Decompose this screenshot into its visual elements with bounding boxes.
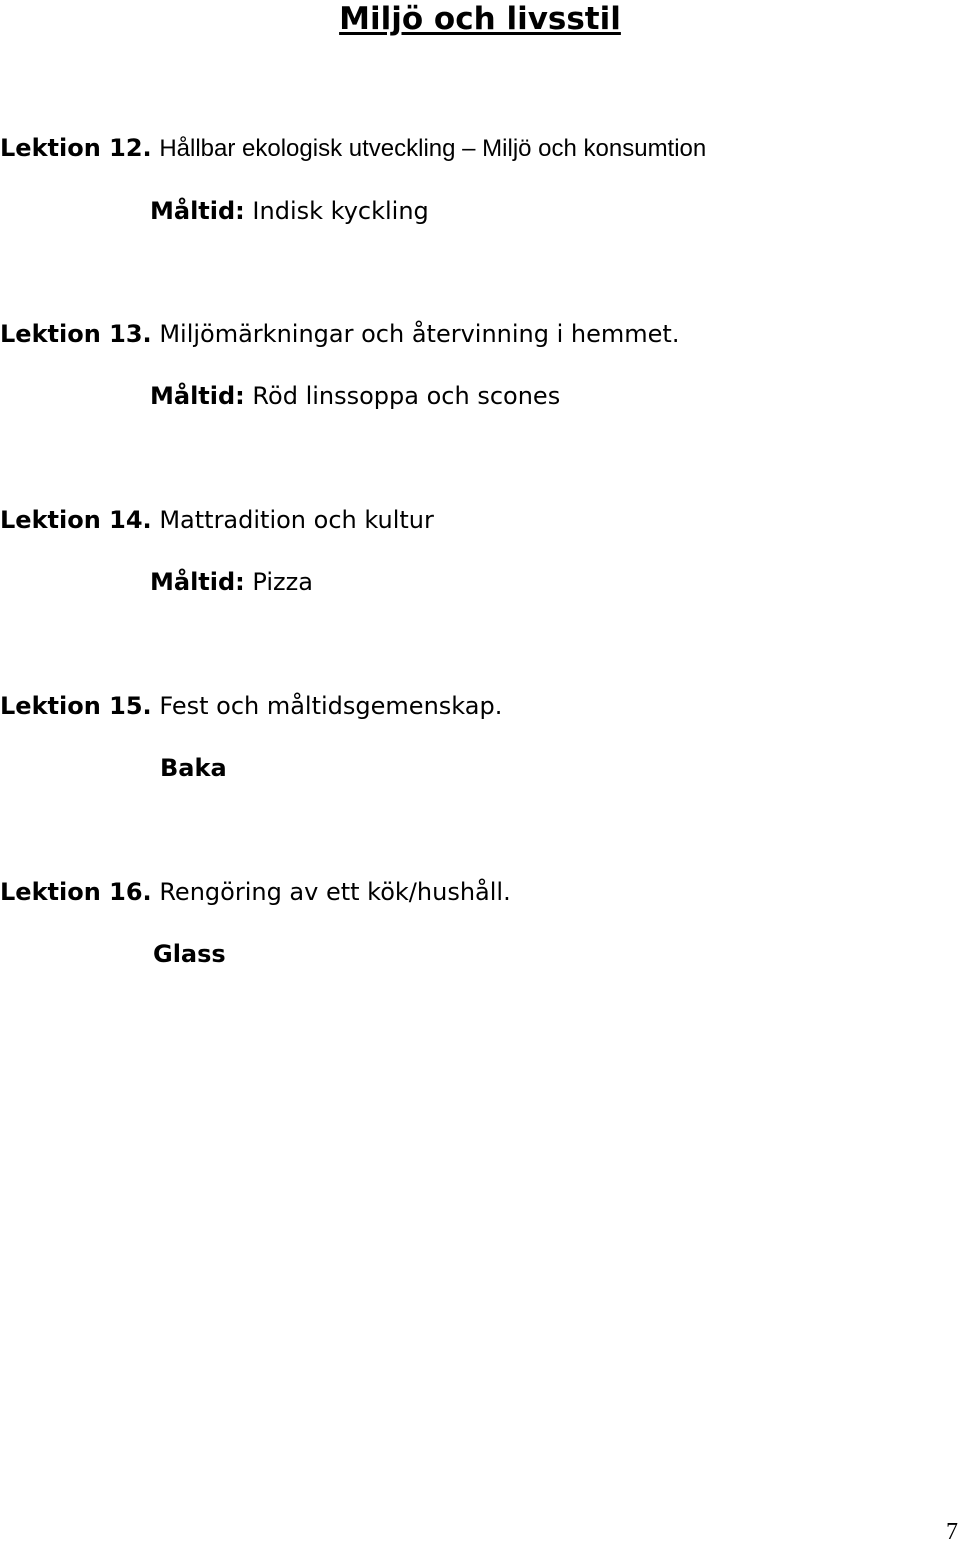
meal-label: Måltid:: [150, 568, 245, 596]
lesson-number: Lektion 14.: [0, 506, 152, 534]
lesson-12-heading: [0, 133, 706, 164]
lesson-13-heading: [0, 319, 679, 349]
lesson-14-meal: [150, 567, 313, 597]
lesson-number: Lektion 12.: [0, 134, 152, 162]
lesson-16-meal: Glass: [153, 940, 226, 968]
meal-value: Röd linssoppa och scones: [252, 382, 561, 410]
lesson-topic: Hållbar ekologisk utveckling – Miljö och konsumtion: [159, 135, 707, 162]
meal-label: Måltid:: [150, 382, 245, 410]
lesson-topic: Mattradition och kultur: [159, 506, 434, 534]
lesson-12-meal: [150, 196, 429, 226]
lesson-13-meal: [150, 381, 560, 411]
lesson-14-heading: [0, 505, 434, 535]
meal-value: Pizza: [252, 568, 313, 596]
lesson-number: Lektion 15.: [0, 692, 152, 720]
lesson-16-heading: [0, 877, 511, 907]
lesson-topic: Rengöring av ett kök/hushåll.: [159, 878, 511, 906]
lesson-number: Lektion 13.: [0, 320, 152, 348]
page-title: Miljö och livsstil: [339, 1, 621, 37]
meal-value: Indisk kyckling: [252, 197, 429, 225]
lesson-topic: Miljömärkningar och återvinning i hemmet.: [159, 320, 680, 348]
lesson-number: Lektion 16.: [0, 878, 152, 906]
lesson-topic: Fest och måltidsgemenskap.: [159, 692, 503, 720]
meal-label: Måltid:: [150, 197, 245, 225]
page-number: 7: [946, 1519, 958, 1545]
lesson-15-meal: Baka: [160, 754, 227, 782]
lesson-15-heading: [0, 691, 502, 721]
